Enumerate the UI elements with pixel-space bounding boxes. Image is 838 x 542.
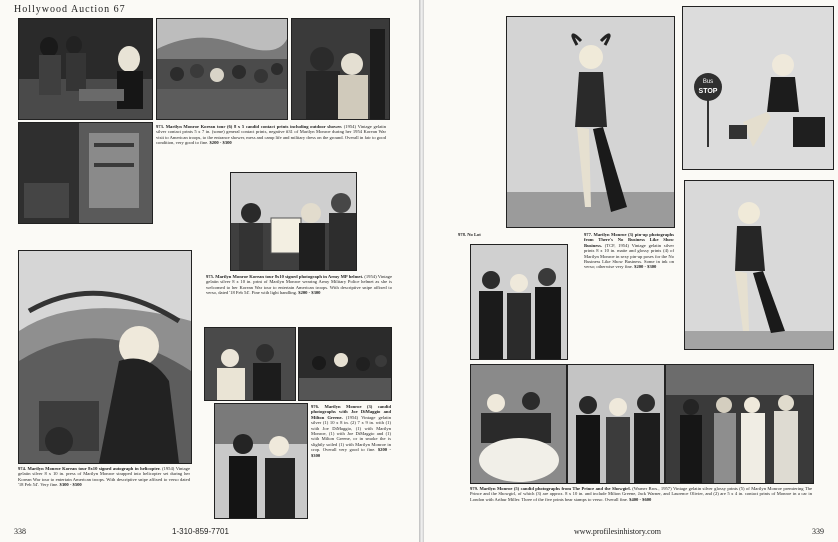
footer-website: www.profilesinhistory.com bbox=[574, 527, 661, 536]
lot-974-body: (1954) Vintage gelatin silver 8 x 10 in. press of Marilyn Monroe strapped into helicopter set during her Korean War tour to entertain American troops. With descriptive snipe affixed to verso dated '18 Feb 54'. Very fine. bbox=[18, 466, 190, 488]
photo-977-leotard-1 bbox=[506, 16, 675, 228]
lot-974-estimate: $300 - $500 bbox=[59, 482, 82, 488]
lot-978-head: 978. No Lot bbox=[458, 232, 481, 237]
photo-977-leotard-2 bbox=[684, 180, 834, 350]
photo-973-shower bbox=[18, 122, 153, 224]
lot-975-estimate: $200 - $300 bbox=[298, 290, 321, 296]
photo-976-dimaggio bbox=[204, 327, 296, 401]
photo-976-greene bbox=[214, 403, 308, 519]
lot-979-caption bbox=[470, 486, 812, 502]
catalog-header: Hollywood Auction 67 bbox=[14, 4, 126, 15]
photo-975-mp-helmet bbox=[230, 172, 357, 271]
lot-976-estimate: $200 - $300 bbox=[311, 447, 391, 458]
lot-974-head: 974. Marilyn Monroe Korean tour 8x10 signed autograph in helicopter. bbox=[18, 466, 161, 471]
bus-sign-text: Bus bbox=[702, 79, 714, 85]
lot-973-body: (1954) Vintage gelatin silver contact prints 5 x 7 in. (some) general contact prints, negative #31 of Marilyn Monroe during her 1954 Korean War visit to American troops, to the entrance shower, mess and camp life and military dress on the ground. Overall in fair to good condition, very good to fine. bbox=[156, 124, 386, 146]
photo-973-cigarette bbox=[291, 18, 390, 120]
lot-977-head: 977. Marilyn Monroe (3) pin-up photographs from There's No Business Like Show Business. bbox=[584, 232, 674, 248]
lot-979-estimate: $400 - $600 bbox=[629, 496, 652, 502]
photo-977-bus-stop bbox=[682, 6, 834, 170]
lot-973-caption bbox=[156, 124, 386, 146]
photo-973-troops bbox=[156, 18, 288, 120]
lot-976-caption bbox=[311, 404, 391, 458]
lot-976-head: 976. Marilyn Monroe (3) candid photographs with Joe DiMaggio and Milton Greene. bbox=[311, 404, 391, 420]
photo-979-group bbox=[665, 364, 814, 484]
lot-976-body: (1954) Vintage gelatin silver (1) 10 x 8 in. (2) 7 x 9 in. with (1) with Joe DiMaggio, (1) with Marilyn Monroe, (1) with Joe DiMaggio and (1) with Milton Greene, or in smoke the is slightly soiled (1) with Marilyn Monroe in crop. Overall very good to fine. bbox=[311, 414, 391, 453]
photo-973-mess-line bbox=[18, 18, 153, 120]
photo-979-warner bbox=[567, 364, 665, 484]
lot-975-body: (1954) Vintage gelatin silver 8 x 10 in. print of Marilyn Monroe wearing Army Military Police helmet as she is welcomed to her Korean War tour to entertain American troops. With descriptive snipe affixed to verso, dated '18 Feb 54'. Fine with light handling. bbox=[206, 274, 393, 296]
right-page-number: 339 bbox=[812, 527, 824, 536]
left-page-number: 338 bbox=[14, 527, 26, 536]
lot-977-body: (TCF, 1954) Vintage gelatin silver prints 8 x 10 in. matte and glossy prints (4) of Marilyn Monroe in sexy pin-up poses for the No Business Like Show Business. Some in ink on verso; otherwise very fine. bbox=[584, 242, 674, 270]
lot-973-estimate: $200 - $300 bbox=[209, 140, 232, 146]
stop-sign-text: STOP bbox=[698, 88, 718, 95]
photo-976-nightclub bbox=[298, 327, 392, 401]
lot-977-caption bbox=[584, 232, 674, 270]
lot-979-body: (Warner Bros., 1957) Vintage gelatin silver glossy prints (5) of Marilyn Monroe premiering The Prince and the Showgirl, of which (3) are approx. 8 x 10 in. and include Milton Greene, Jack Warner, and Laurence Olivier, and (2) are 5 x 4 in. contact prints of Monroe in a car in London with Arthur Miller. Three of the five prints bear stamps to verso. Overall fine. bbox=[470, 486, 813, 502]
lot-975-caption bbox=[206, 274, 392, 296]
lot-977-estimate: $200 - $300 bbox=[634, 264, 657, 270]
photo-979-table bbox=[470, 364, 567, 484]
photo-974-helicopter bbox=[18, 250, 192, 464]
photo-979-olivier bbox=[470, 244, 568, 360]
lot-979-head: 979. Marilyn Monroe (5) candid photographs from The Prince and the Showgirl. bbox=[470, 486, 631, 491]
lot-974-caption bbox=[18, 466, 190, 488]
footer-phone: 1-310-859-7701 bbox=[172, 527, 229, 536]
lot-975-head: 975. Marilyn Monroe Korean tour 8x10 signed photograph in Army MP helmet. bbox=[206, 274, 364, 279]
right-page bbox=[424, 0, 838, 542]
lot-973-head: 973. Marilyn Monroe Korean tour (6) 8 x 5 candid contact prints including outdoor shower. bbox=[156, 124, 343, 129]
lot-978-caption bbox=[458, 232, 518, 237]
